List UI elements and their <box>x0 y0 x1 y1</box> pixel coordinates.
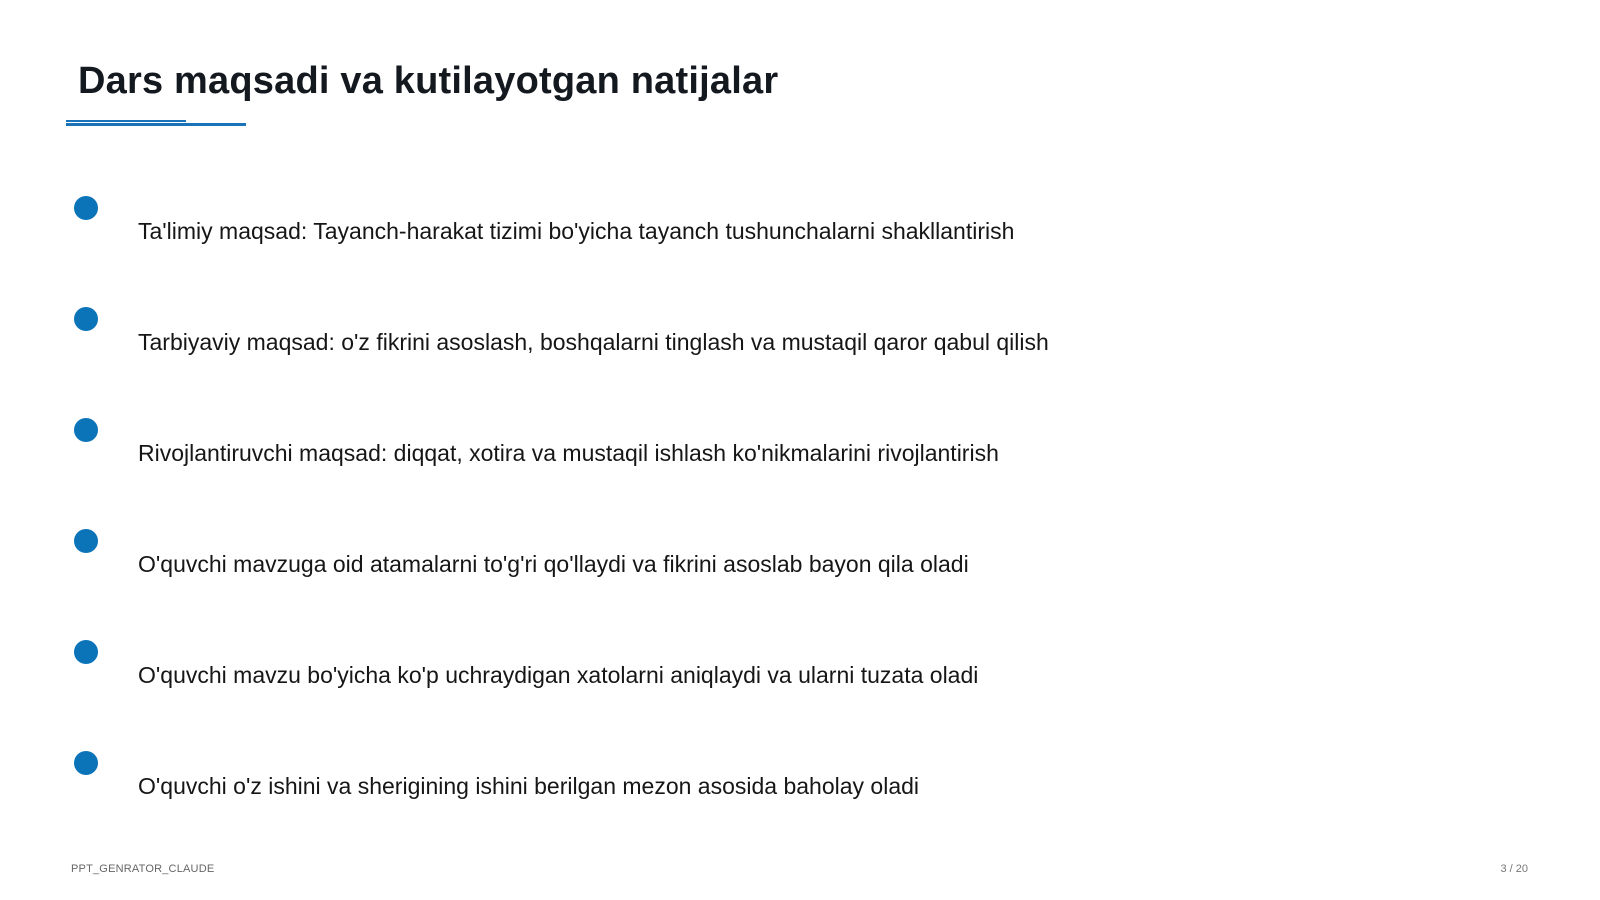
bullet-text: Rivojlantiruvchi maqsad: diqqat, xotira va mustaqil ishlash ko'nikmalarini rivojlantirish <box>138 440 999 466</box>
slide-title: Dars maqsadi va kutilayotgan natijalar <box>78 60 779 102</box>
bullet-dot-icon <box>74 640 98 664</box>
title-underline <box>66 123 246 126</box>
bullet-text: O'quvchi o'z ishini va sherigining ishini berilgan mezon asosida baholay oladi <box>138 773 920 799</box>
page-number: 3 / 20 <box>1500 863 1528 875</box>
bullet-item <box>0 751 1600 831</box>
bullet-dot-icon <box>74 307 98 331</box>
bullet-text: O'quvchi mavzu bo'yicha ko'p uchraydigan xatolarni aniqlaydi va ularni tuzata oladi <box>138 662 979 688</box>
bullet-item <box>0 640 1600 720</box>
bullet-item <box>0 307 1600 387</box>
bullet-dot-icon <box>74 418 98 442</box>
bullet-item <box>0 418 1600 498</box>
bullet-text: Tarbiyaviy maqsad: o'z fikrini asoslash, boshqalarni tinglash va mustaqil qaror qabul qilish <box>138 329 1049 355</box>
bullet-item <box>0 196 1600 276</box>
title-underline-accent <box>66 120 186 122</box>
bullet-text: O'quvchi mavzuga oid atamalarni to'g'ri qo'llaydi va fikrini asoslab bayon qila oladi <box>138 551 969 577</box>
bullet-dot-icon <box>74 751 98 775</box>
bullet-item <box>0 529 1600 609</box>
bullet-dot-icon <box>74 529 98 553</box>
footer-source: PPT_GENRATOR_CLAUDE <box>71 863 215 875</box>
bullet-dot-icon <box>74 196 98 220</box>
bullet-text: Ta'limiy maqsad: Tayanch-harakat tizimi bo'yicha tayanch tushunchalarni shakllantirish <box>138 218 1015 244</box>
